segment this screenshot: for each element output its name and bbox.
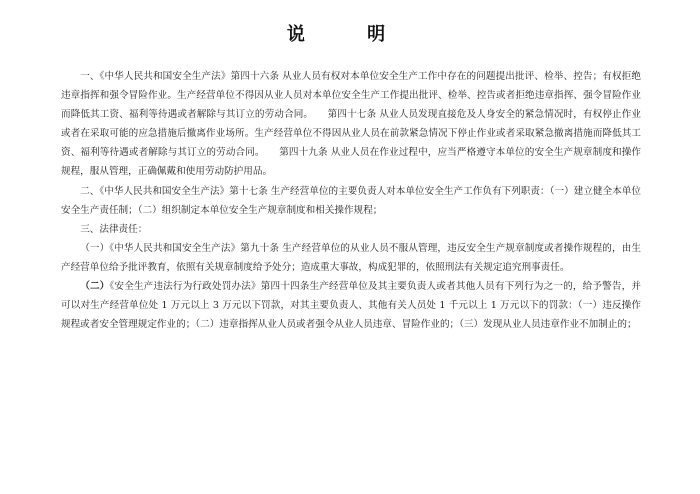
paragraph-4 [61,239,641,277]
paragraph-5-lead: （二） [80,281,110,293]
paragraph-1 [61,67,641,182]
paragraph-2-text: 二、《中华人民共和国安全生产法》第十七条 生产经营单位的主要负责人对本单位安全生产工作负有下列职责：（一）建立健全本单位安全生产责任制；（二）组织制定本单位安全生产规章制度和相关操作规程； [61,185,641,216]
paragraph-2 [61,182,641,220]
paragraph-3 [61,220,641,239]
paragraph-3-text: 三、法律责任： [80,223,148,235]
document-body [61,67,641,334]
document-title: 说 明 [286,24,414,45]
paragraph-1-text: 一、《中华人民共和国安全生产法》第四十六条 从业人员有权对本单位安全生产工作中存在的问题提出批评、检举、控告；有权拒绝违章指挥和强令冒险作业。生产经营单位不得因从业人员对本单位安全生产工作提出批评、检举、控告或者拒绝违章指挥、强令冒险作业而降低其工资、福利等待遇或者解除与其订立的劳动合同。 第四十七条 从业人员发现直接危及人身安全的紧急情况时，有权停止作业或者在采取可能的应急措施后撤离作业场所。生产经营单位不得因从业人员在前款紧急情况下停止作业或者采取紧急撤离措施而降低其工资、福利等待遇或者解除与其订立的劳动合同。 第四十九条 从业人员在作业过程中，应当严格遵守本单位的安全生产规章制度和操作规程，服从管理，正确佩戴和使用劳动防护用品。 [61,71,641,178]
paragraph-5-text: 《安全生产违法行为行政处罚办法》第四十四条生产经营单位及其主要负责人或者其他人员有下列行为之一的，给予警告，并可以对生产经营单位处 1 万元以上 3 万元以下罚款，对其主要负责人、其他有关人员处 1 千元以上 1 万元以下的罚款：（一）违反操作规程或者安全管理规定作业的；（二）违章指挥从业人员或者强令从业人员违章、冒险作业的；（三）发现从业人员违章作业不加制止的； [61,281,641,331]
paragraph-5 [61,277,641,334]
paragraph-4-text: （一）《中华人民共和国安全生产法》第九十条 生产经营单位的从业人员不服从管理，违反安全生产规章制度或者操作规程的，由生产经营单位给予批评教育，依照有关规章制度给予处分；造成重大事故，构成犯罪的，依照刑法有关规定追究刑事责任。 [61,242,641,273]
